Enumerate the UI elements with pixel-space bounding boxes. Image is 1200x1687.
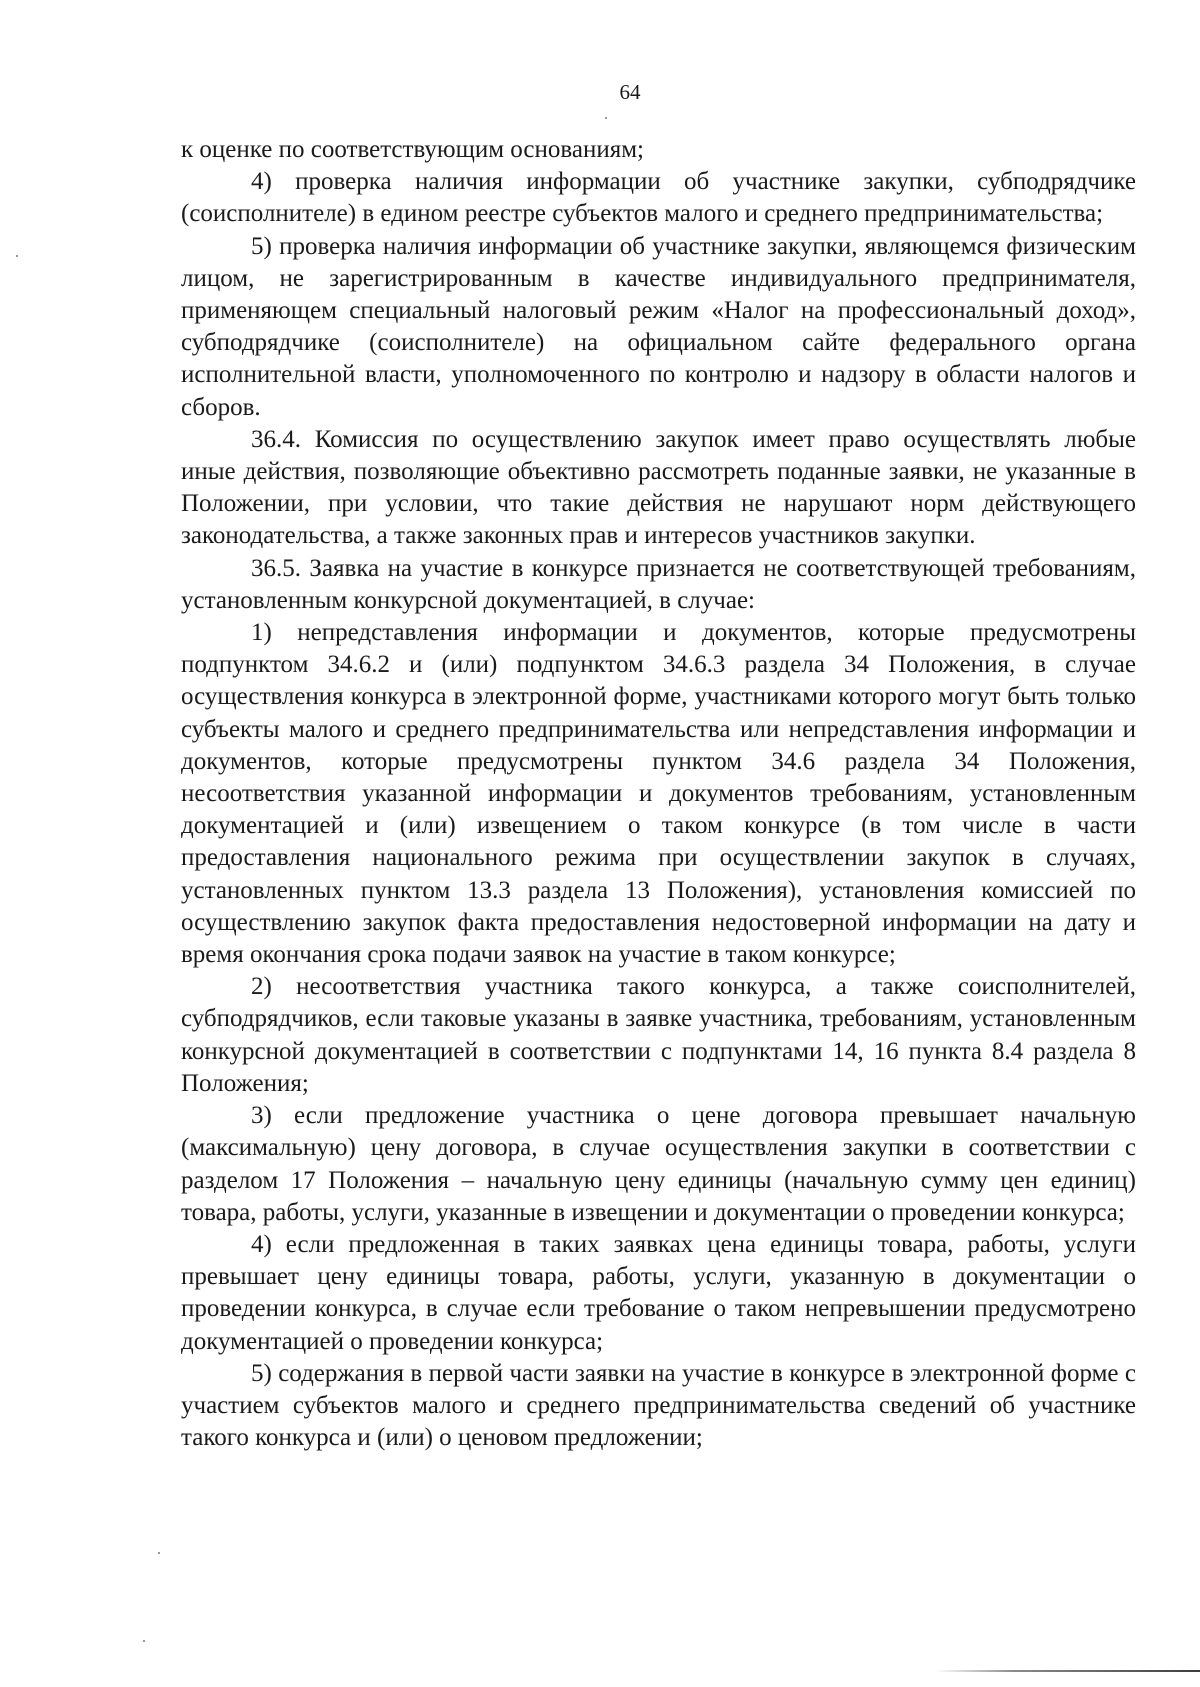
- paragraph-continuation: к оценке по соответствующим основаниям;: [181, 136, 644, 163]
- paragraph-36-5-item-2: 2) несоответствия участника такого конкурса, а также соисполнителей, субподрядчиков, если таковые указаны в заявке участника, требованиям, установленным конкурсной документацией в соответствии с подпунктами 14, 16 пункта 8.4 раздела 8 Положения;: [181, 973, 1136, 1097]
- page-number: 64: [619, 80, 641, 104]
- paragraph-36-5-item-4: 4) если предложенная в таких заявках цена единицы товара, работы, услуги превышает цену единицы товара, работы, услуги, указанную в документации о проведении конкурса, в случае если требование о таком непревышении предусмотрено документацией о проведении конкурса;: [181, 1230, 1136, 1355]
- paragraph-36-5-item-5: 5) содержания в первой части заявки на участие в конкурсе в электронной форме с участием субъектов малого и среднего предпринимательства сведений об участнике такого конкурса и (или) о ценовом предложении;: [181, 1359, 1136, 1452]
- paragraph-36-5-item-1: 1) непредставления информации и документов, которые предусмотрены подпунктом 34.6.2 и (или) подпунктом 34.6.3 раздела 34 Положения, в случае осуществления конкурса в электронной форме, участниками которого могут быть только субъекты малого и среднего предпринимательства или непредставления информации и документов, которые предусмотрены пунктом 34.6 раздела 34 Положения, несоответствия указанной информации и документов требованиям, установленным документацией и (или) извещением о таком конкурсе (в том числе в части предоставления национального режима при осуществлении закупок в случаях, установленных пунктом 13.3 раздела 13 Положения), установления комиссией по осуществлению закупок факта предоставления недостоверной информации на дату и время окончания срока подачи заявок на участие в таком конкурсе;: [181, 619, 1136, 969]
- paragraph-item-4-registry-check: 4) проверка наличия информации об участнике закупки, субподрядчике (соисполнителе) в едином реестре субъектов малого и среднего предпринимательства;: [181, 168, 1136, 228]
- paragraph-item-5-tax-check: 5) проверка наличия информации об участнике закупки, являющемся физическим лицом, не зарегистрированным в качестве индивидуального предпринимателя, применяющем специальный налоговый режим «Налог на профессиональный доход», субподрядчике (соисполнителе) на официальном сайте федерального органа исполнительной власти, уполномоченного по контролю и надзору в области налогов и сборов.: [181, 232, 1136, 421]
- scan-artifact-dot: [158, 1552, 160, 1554]
- scan-artifact-dot: [605, 117, 607, 119]
- paragraph-36-5-item-3: 3) если предложение участника о цене договора превышает начальную (максимальную) цену договора, в случае осуществления закупки в соответствии с разделом 17 Положения – начальную цену единицы (начальную сумму цен единиц) товара, работы, услуги, указанные в извещении и документации о проведении конкурса;: [181, 1102, 1136, 1226]
- scan-edge-line: [935, 1670, 1200, 1672]
- scan-artifact-dot: [16, 255, 18, 257]
- document-body: [181, 134, 1136, 1454]
- paragraph-36-4: 36.4. Комиссия по осуществлению закупок имеет право осуществлять любые иные действия, позволяющие объективно рассмотреть поданные заявки, не указанные в Положении, при условии, что такие действия не нарушают норм действующего законодательства, а также законных прав и интересов участников закупки.: [181, 425, 1136, 550]
- scan-artifact-dot: [143, 1640, 145, 1642]
- paragraph-36-5: 36.5. Заявка на участие в конкурсе признается не соответствующей требованиям, установленным конкурсной документацией, в случае:: [181, 554, 1136, 614]
